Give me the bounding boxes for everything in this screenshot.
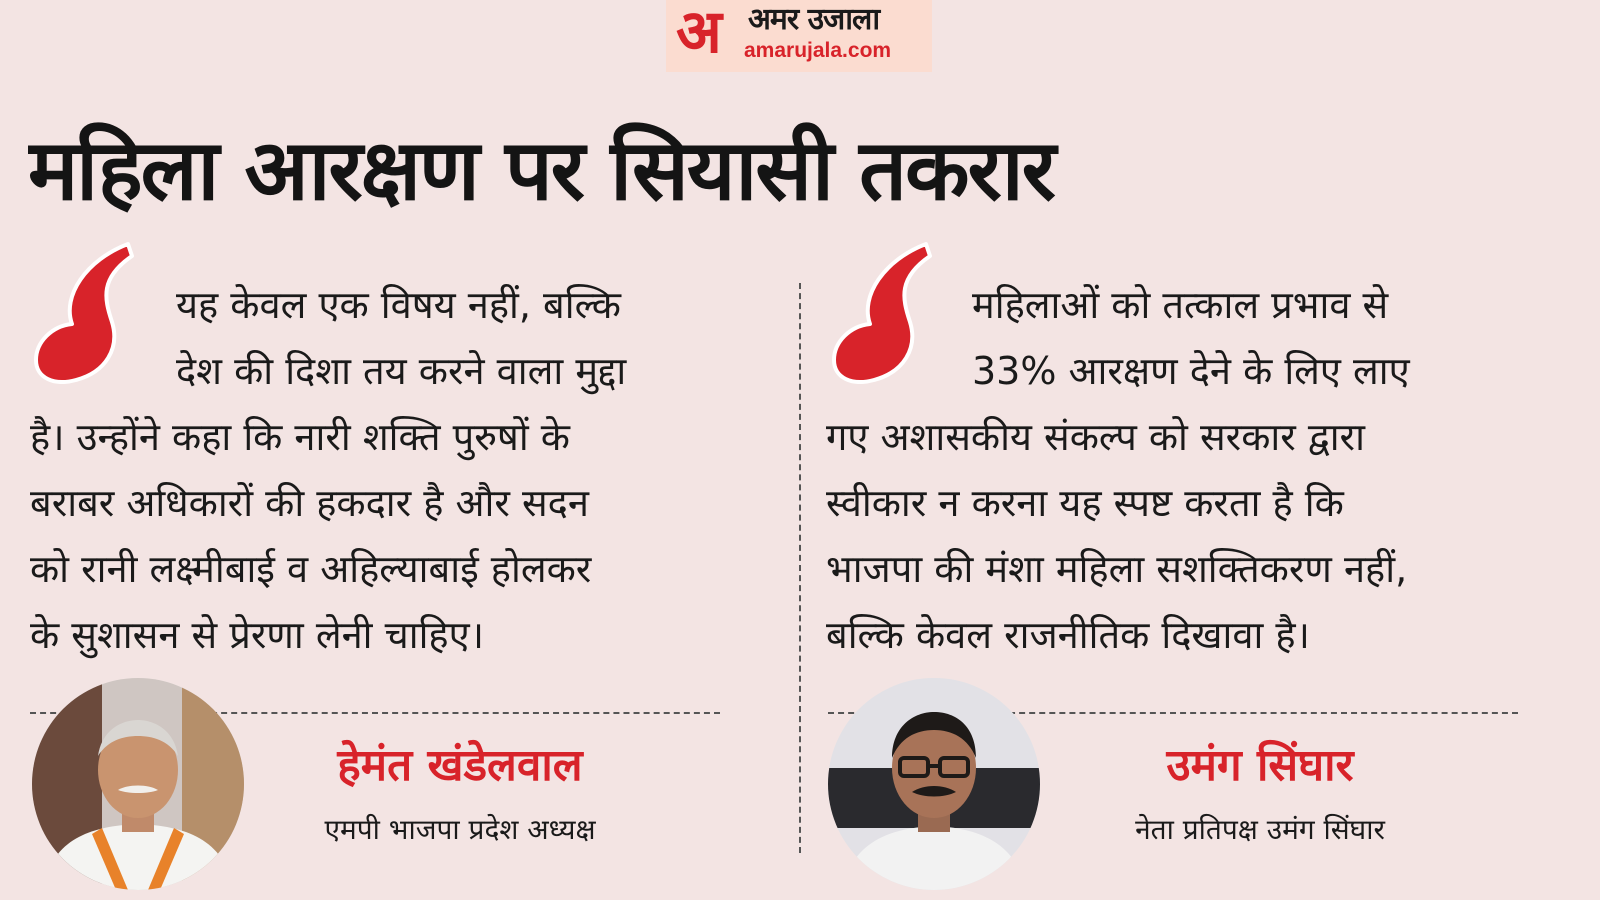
quote-line: यह केवल एक विषय नहीं, बल्कि bbox=[176, 283, 621, 327]
quote-line: है। उन्होंने कहा कि नारी शक्ति पुरुषों के bbox=[30, 415, 570, 459]
person-name: उमंग सिंघार bbox=[1166, 740, 1354, 791]
person-photo-icon bbox=[32, 678, 244, 890]
quote-line: गए अशासकीय संकल्प को सरकार द्वारा bbox=[826, 415, 1365, 459]
brand-logo bbox=[666, 0, 932, 72]
person-photo-icon bbox=[828, 678, 1040, 890]
quote-text-right bbox=[826, 272, 1586, 668]
logo-site: amarujala.com bbox=[744, 39, 892, 62]
person-photo-icon bbox=[828, 678, 1040, 890]
quote-text-left bbox=[30, 272, 770, 668]
person-role: एमपी भाजपा प्रदेश अध्यक्ष bbox=[324, 813, 596, 846]
quote-line: बल्कि केवल राजनीतिक दिखावा है। bbox=[826, 613, 1310, 657]
logo-name-hindi: अमर उजाला bbox=[748, 2, 880, 37]
person-name: हेमंत खंडेलवाल bbox=[337, 740, 583, 791]
quote-line: के सुशासन से प्रेरणा लेनी चाहिए। bbox=[30, 613, 485, 657]
quote-line: को रानी लक्ष्मीबाई व अहिल्याबाई होलकर bbox=[30, 547, 592, 591]
quote-line: महिलाओं को तत्काल प्रभाव से bbox=[972, 283, 1389, 327]
quote-line: बराबर अधिकारों की हकदार है और सदन bbox=[30, 481, 589, 525]
quote-line: स्वीकार न करना यह स्पष्ट करता है कि bbox=[826, 481, 1344, 525]
headline: महिला आरक्षण पर सियासी तकरार bbox=[28, 121, 1054, 219]
quote-line: देश की दिशा तय करने वाला मुद्दा bbox=[176, 349, 627, 393]
logo-mark: अ bbox=[676, 0, 722, 67]
column-divider bbox=[799, 283, 801, 853]
quote-line: भाजपा की मंशा महिला सशक्तिकरण नहीं, bbox=[826, 547, 1408, 591]
quote-line: 33% आरक्षण देने के लिए लाए bbox=[972, 349, 1410, 393]
person-photo-icon bbox=[32, 678, 244, 890]
person-role: नेता प्रतिपक्ष उमंग सिंघार bbox=[1135, 813, 1385, 846]
